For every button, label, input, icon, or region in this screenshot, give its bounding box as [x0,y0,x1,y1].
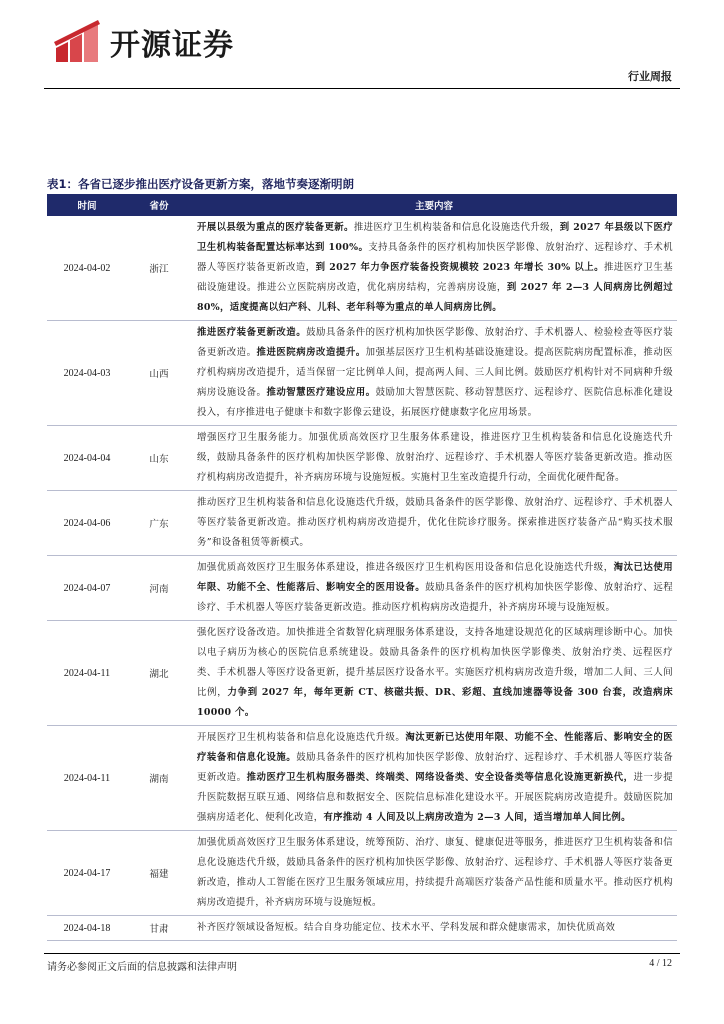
row-content [191,321,677,426]
content-text: 加强优质高效医疗卫生服务体系建设，统筹预防、治疗、康复、健康促进等服务，推进医疗卫生机构装备和信息化设施迭代升级，鼓励具备条件的医疗机构加快医学影像、放射治疗、远程诊疗、手术机器人等医疗装备更新改造，推动人工智能在医疗卫生服务领域应用，持续提升高端医疗装备产品性能和质量水平。推动医疗机构病房改造提升，补齐病房环境与设施短板。 [197,837,673,908]
content-text: 加强优质高效医疗卫生服务体系建设，推进各级医疗卫生机构医用设备和信息化设施迭代升级， [197,562,614,573]
content-emphasis: 到 2027 年县级以下医疗卫生机构装备配置达标率达到 100%。 [197,222,673,253]
row-province: 山东 [127,426,191,491]
row-content [191,556,677,621]
content-emphasis: 淘汰更新已达使用年限、功能不全、性能落后、影响安全的医疗装备和信息化设施。 [197,732,674,763]
content-text: 增强医疗卫生服务能力。加强优质高效医疗卫生服务体系建设，推进医疗卫生机构装备和信息化设施迭代升级，鼓励具备条件的医疗机构加快医学影像、放射治疗、远程诊疗、手术机器人等医疗装备更新改造。推动医疗机构病房改造提升，补齐病房环境与设施短板。实施村卫生室改造提升行动，全面优化硬件配备。 [197,432,673,483]
content-emphasis: 开展以县级为重点的医疗装备更新。 [197,222,354,233]
content-text: 补齐医疗领域设备短板。结合自身功能定位、技术水平、学科发展和群众健康需求，加快优质高效 [197,922,616,933]
row-date: 2024-04-18 [47,916,127,941]
policy-table [47,194,677,941]
row-date: 2024-04-11 [47,726,127,831]
row-content [191,491,677,556]
row-province: 广东 [127,491,191,556]
table-header-row [47,194,677,216]
content-text: 推进医疗卫生基础设施建设。推进公立医院病房改造，优化病房结构，完善病房设施， [197,262,674,293]
logo-text: 开源证券 [110,28,234,63]
content-emphasis: 推进医院病房改造提升。 [256,347,366,358]
content-emphasis: 推进医疗装备更新改造。 [197,327,307,338]
kaiyuan-logo-icon [52,20,104,64]
row-province: 河南 [127,556,191,621]
footer-divider [44,953,680,954]
table-title: 表1：各省已逐步推出医疗设备更新方案，落地节奏逐渐明朗 [47,177,354,191]
company-logo [52,20,234,64]
content-text: 推动医疗卫生机构装备和信息化设施迭代升级，鼓励具备条件的医学影像、放射治疗、远程诊疗、手术机器人等医疗装备更新改造。推动医疗机构病房改造提升，优化住院诊疗服务。探索推进医疗装备产品“购买技术服务”和设备租赁等新模式。 [197,497,673,548]
header-divider [44,88,680,89]
column-header-province: 省份 [127,194,191,216]
column-header-content: 主要内容 [191,194,677,216]
row-content [191,426,677,491]
content-text: 进一步提升医院数据互联互通、网络信息和数据安全、医院信息标准化建设水平。开展医院病房改造提升。鼓励医院加强病房适老化、便利化改造， [197,772,673,823]
column-header-date: 时间 [47,194,127,216]
content-emphasis: 力争到 2027 年，每年更新 CT、核磁共振、DR、彩超、直线加速器等设备 300 台套，改造病床 10000 个。 [197,687,673,718]
table-row [47,916,677,941]
table-row [47,216,677,321]
row-content [191,621,677,726]
content-text: 推进医疗卫生机构装备和信息化设施迭代升级， [353,222,560,233]
content-emphasis: 推动智慧医疗建设应用。 [266,387,376,398]
row-province: 浙江 [127,216,191,321]
row-date: 2024-04-11 [47,621,127,726]
row-province: 福建 [127,831,191,916]
table-row [47,426,677,491]
row-content [191,726,677,831]
table-row [47,321,677,426]
row-province: 甘肃 [127,916,191,941]
content-text: 鼓励加大智慧医院、移动智慧医疗、远程诊疗、医院信息标准化建设投入，有序推进电子健康卡和数字影像云建设，拓展医疗健康数字化应用场景。 [197,387,673,418]
content-text: 鼓励具备条件的医疗机构加快医学影像、放射治疗、远程诊疗、手术机器人等医疗装备更新改造。 [197,752,673,783]
table-row [47,831,677,916]
content-text: 加强基层医疗卫生机构基础设施建设。提高医院病房配置标准，推动医疗机构病房改造提升，适当保留一定比例单人间，提高两人间、三人间比例。鼓励医疗机构针对不同病种升级病房设施设备。 [197,347,673,398]
row-content [191,216,677,321]
table-row [47,556,677,621]
page-number: 4 / 12 [649,958,672,969]
row-content [191,831,677,916]
table-row [47,491,677,556]
content-emphasis: 淘汰已达使用年限、功能不全、性能落后、影响安全的医用设备。 [197,562,673,593]
content-text: 开展医疗卫生机构装备和信息化设施迭代升级。 [197,732,406,743]
row-date: 2024-04-04 [47,426,127,491]
table-row [47,621,677,726]
row-date: 2024-04-03 [47,321,127,426]
content-text: 强化医疗设备改造。加快推进全省数智化病理服务体系建设，支持各地建设规范化的区域病理诊断中心。加快以电子病历为核心的医院信息系统建设。鼓励具备条件的医疗机构加快医学影像类、放射治疗类、远程医疗类、手术机器人等医疗设备更新，提升基层医疗设备水平。实施医疗机构病房改造升级，增加二人间、三人间比例， [197,627,673,698]
content-emphasis: 到 2027 年 2—3 人间病房比例超过 80%，适度提高以妇产科、儿科、老年科等为重点的单人间病房比例。 [197,282,673,313]
row-date: 2024-04-17 [47,831,127,916]
content-emphasis: 到 2027 年力争医疗装备投资规模较 2023 年增长 30% 以上。 [315,262,604,273]
report-type-label: 行业周报 [628,70,672,83]
row-content [191,916,677,941]
page-header [0,0,724,92]
row-date: 2024-04-07 [47,556,127,621]
content-text: 支持具备条件的医疗机构加快医学影像、放射治疗、远程诊疗、手术机器人等医疗装备更新改造， [197,242,673,273]
disclaimer-text: 请务必参阅正文后面的信息披露和法律声明 [47,962,237,973]
content-text: 鼓励具备条件的医疗机构加快医学影像、放射治疗、手术机器人、检验检查等医疗装备更新改造。 [197,327,674,358]
row-province: 山西 [127,321,191,426]
row-province: 湖北 [127,621,191,726]
content-text: 鼓励具备条件的医疗机构加快医学影像、放射治疗、远程诊疗、手术机器人等医疗装备更新改造。推动医疗机构病房改造提升，补齐病房环境与设施短板。 [197,582,673,613]
content-emphasis: 有序推动 4 人间及以上病房改造为 2—3 人间，适当增加单人间比例。 [323,812,631,823]
row-date: 2024-04-06 [47,491,127,556]
row-date: 2024-04-02 [47,216,127,321]
table-body [47,216,677,941]
row-province: 湖南 [127,726,191,831]
table-row [47,726,677,831]
content-emphasis: 推动医疗卫生机构服务器类、终端类、网络设备类、安全设备类等信息化设施更新换代， [246,772,634,783]
